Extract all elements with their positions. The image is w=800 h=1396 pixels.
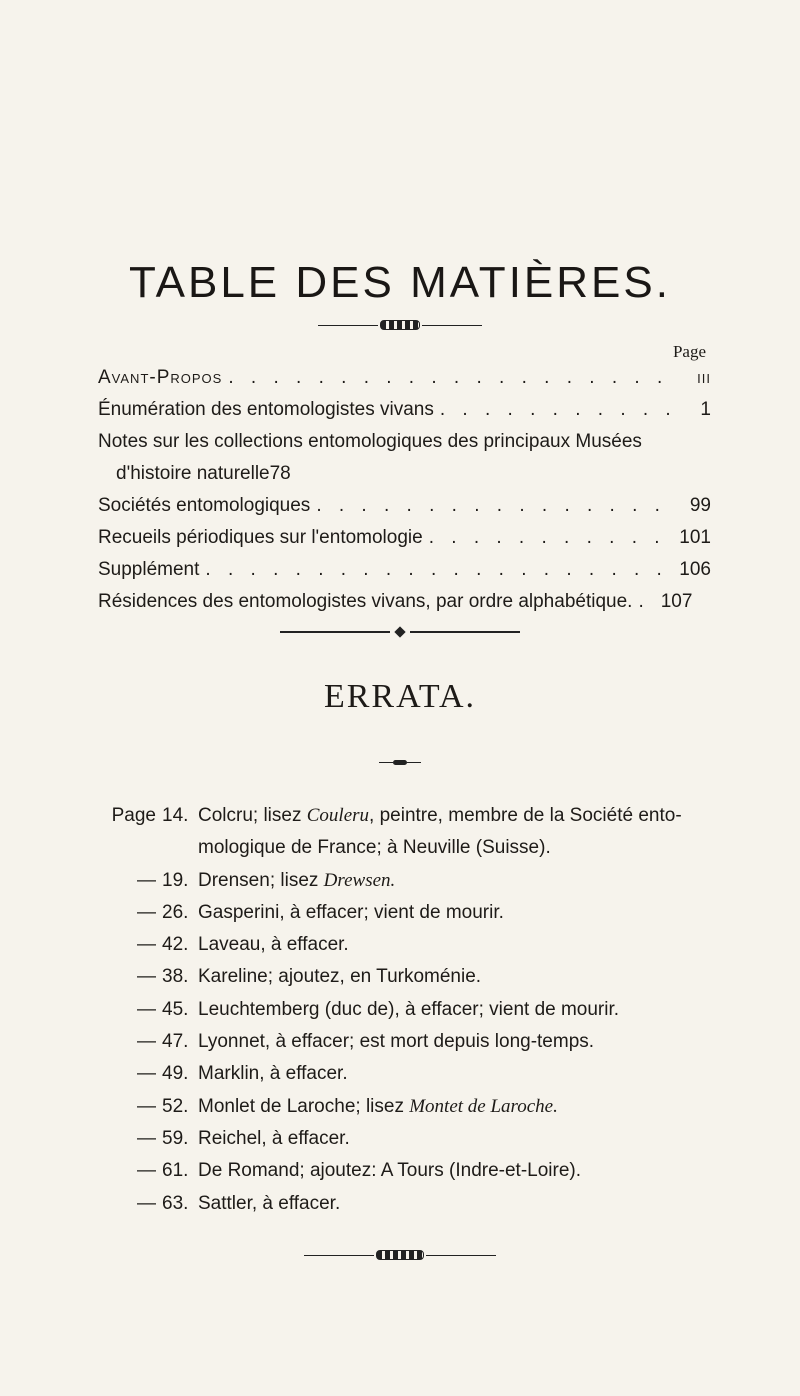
leader-dots xyxy=(316,490,671,522)
leader-dots xyxy=(228,362,671,394)
toc-entry xyxy=(98,426,711,490)
ornament-divider-middle xyxy=(280,628,520,636)
errata-text: Marklin, à effacer. xyxy=(198,1063,348,1085)
table-of-contents xyxy=(98,362,711,618)
errata-dash: — xyxy=(137,1031,156,1053)
toc-entry-label: Recueils périodiques sur l'entomologie xyxy=(98,527,423,548)
page-title: TABLE DES MATIÈRES. xyxy=(129,258,671,307)
errata-page-prefix: Page xyxy=(111,805,156,826)
errata-page-number: 49. xyxy=(162,1063,189,1085)
leader-dots xyxy=(638,586,652,618)
errata-item xyxy=(100,865,720,897)
toc-entry xyxy=(98,394,711,426)
errata-page-number: 26. xyxy=(162,901,189,923)
errata-title: ERRATA. xyxy=(323,678,476,715)
errata-page-number: 14. xyxy=(162,805,189,826)
errata-item xyxy=(100,1026,720,1058)
errata-page-number: 42. xyxy=(162,934,189,956)
errata-page-number: 19. xyxy=(162,869,189,891)
errata-text: Sattler, à effacer. xyxy=(198,1192,341,1214)
errata-page-number: 63. xyxy=(162,1192,189,1214)
leader-dots xyxy=(440,394,671,426)
toc-entry-page: 1 xyxy=(700,399,711,420)
errata-dash: — xyxy=(137,934,156,956)
errata-dash: — xyxy=(137,1160,156,1182)
errata-text: De Romand; ajoutez: A Tours (Indre-et-Loire). xyxy=(198,1160,582,1182)
errata-page-number: 59. xyxy=(162,1127,189,1149)
errata-text: Laveau, à effacer. xyxy=(198,934,349,956)
ornament-divider-small xyxy=(379,760,421,765)
errata-dash: — xyxy=(137,998,156,1020)
toc-entry-label: Supplément xyxy=(98,559,200,580)
toc-entry-page: 78 xyxy=(269,463,291,484)
leader-dots xyxy=(429,522,671,554)
toc-entry xyxy=(98,554,711,586)
toc-entry-page: 99 xyxy=(689,495,711,516)
errata-dash: — xyxy=(137,1192,156,1214)
ornament-divider-bottom xyxy=(304,1250,496,1260)
errata-item xyxy=(100,800,720,865)
errata-dash: — xyxy=(137,901,156,923)
errata-dash: — xyxy=(137,1063,156,1085)
errata-text: Kareline; ajoutez, en Turkoménie. xyxy=(198,966,482,988)
errata-item xyxy=(100,897,720,929)
toc-entry-label: Notes sur les collections entomologiques des principaux Musées xyxy=(98,431,642,452)
errata-text: Reichel, à effacer. xyxy=(198,1127,350,1149)
errata-item xyxy=(100,1058,720,1090)
errata-list xyxy=(100,800,720,1220)
errata-text: Monlet de Laroche; lisez Montet de Laroche. xyxy=(198,1095,558,1117)
toc-entry-label: Résidences des entomologistes vivans, par ordre alphabétique. xyxy=(98,591,633,612)
errata-page-number: 61. xyxy=(162,1160,189,1182)
toc-entry-label: Avant-Propos xyxy=(98,367,223,388)
errata-item xyxy=(100,1188,720,1220)
errata-item xyxy=(100,961,720,993)
toc-entry-page: iii xyxy=(697,367,711,388)
errata-text: Drensen; lisez Drewsen. xyxy=(198,869,396,891)
errata-item xyxy=(100,994,720,1026)
errata-text: Leuchtemberg (duc de), à effacer; vient de mourir. xyxy=(198,998,620,1020)
errata-item xyxy=(100,1123,720,1155)
errata-page-number: 45. xyxy=(162,998,189,1020)
leader-dots xyxy=(205,554,671,586)
toc-entry-label-continued: d'histoire naturelle xyxy=(116,463,270,484)
errata-page-number: 47. xyxy=(162,1031,189,1053)
toc-entry xyxy=(98,586,711,618)
toc-entry-page: 101 xyxy=(679,527,711,548)
errata-text: Lyonnet, à effacer; est mort depuis long-temps. xyxy=(198,1031,595,1053)
errata-item xyxy=(100,1155,720,1187)
errata-page-number: 52. xyxy=(162,1095,189,1117)
toc-entry-label: Sociétés entomologiques xyxy=(98,495,311,516)
errata-page-number: 38. xyxy=(162,966,189,988)
ornament-divider-top xyxy=(318,320,482,330)
errata-text-continued: mologique de France; à Neuville (Suisse). xyxy=(198,837,551,859)
errata-dash: — xyxy=(137,966,156,988)
errata-text: Gasperini, à effacer; vient de mourir. xyxy=(198,901,504,923)
errata-dash: — xyxy=(137,1127,156,1149)
toc-entry-page: 107 xyxy=(660,591,693,612)
errata-dash: — xyxy=(137,1095,156,1117)
toc-page-column-header: Page xyxy=(672,342,706,361)
errata-text: Colcru; lisez Couleru, peintre, membre de la Société ento- xyxy=(198,805,682,826)
toc-entry-label: Énumération des entomologistes vivans xyxy=(98,399,434,420)
toc-entry-page: 106 xyxy=(679,559,711,580)
toc-entry xyxy=(98,522,711,554)
toc-entry xyxy=(98,362,711,394)
errata-dash: — xyxy=(137,869,156,891)
errata-item xyxy=(100,929,720,961)
errata-item xyxy=(100,1091,720,1123)
toc-entry xyxy=(98,490,711,522)
